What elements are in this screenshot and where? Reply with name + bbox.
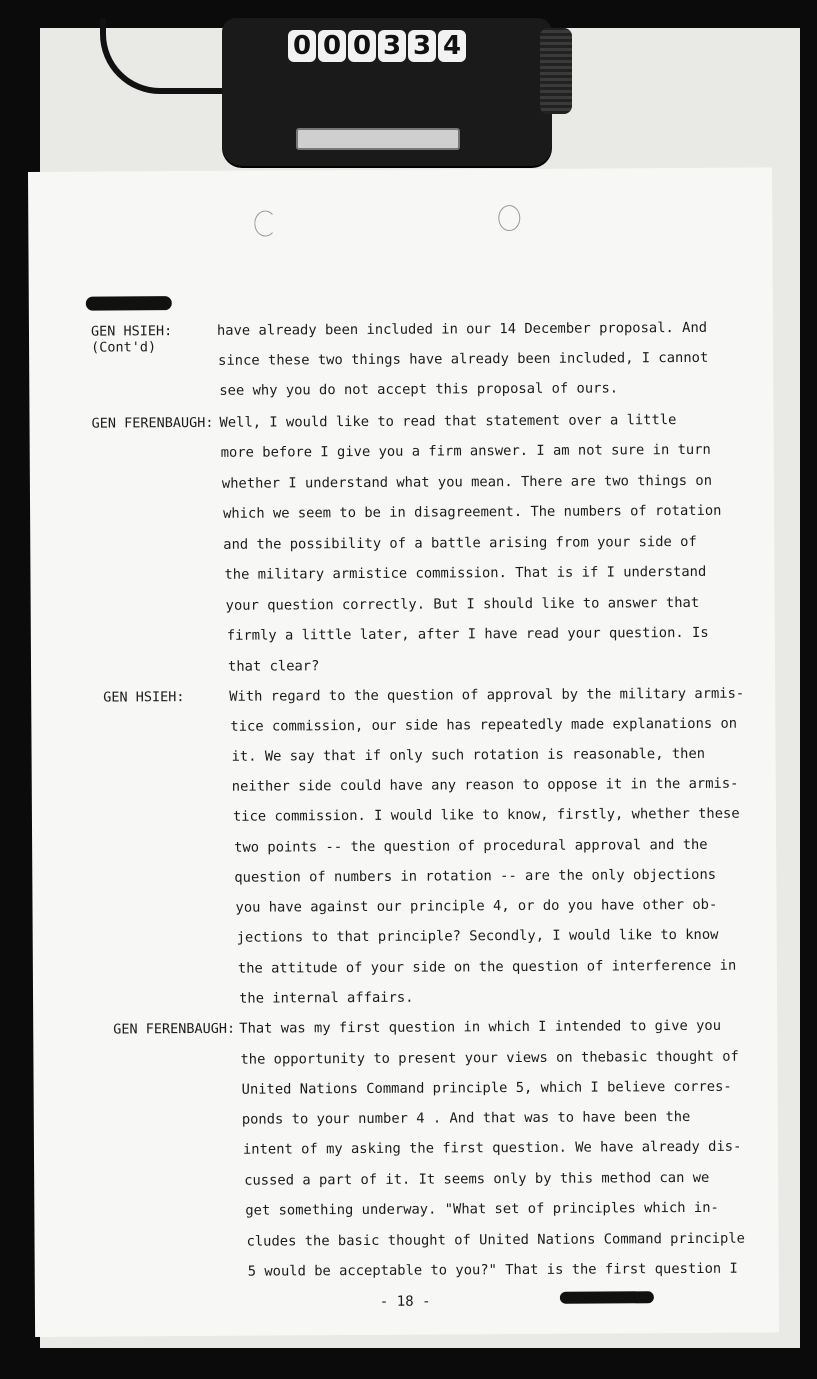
document-page — [28, 167, 779, 1337]
speaker-label: GEN FERENBAUGH: — [91, 414, 214, 432]
transcript-line: the military armistice commission. That is if I understand — [224, 563, 707, 583]
transcript-line: you have against our principle 4, or do you have other ob- — [235, 896, 718, 916]
transcript-line: get something underway. "What set of principles which in- — [245, 1199, 719, 1219]
transcript-line: two points -- the question of procedural approval and the — [234, 836, 708, 856]
transcript-line: ponds to your number 4 . And that was to have been the — [241, 1108, 691, 1128]
transcript-line: see why you do not accept this proposal of ours. — [219, 380, 619, 399]
counter-digit: 0 — [348, 30, 376, 62]
transcript-line: whether I understand what you mean. There are two things on — [221, 472, 713, 492]
transcript-line: more before I give you a firm answer. I am not sure in turn — [220, 441, 711, 461]
transcript-line: jections to that principle? Secondly, I would like to know — [236, 926, 719, 946]
counter-slot — [296, 128, 460, 150]
counter-digit: 0 — [318, 30, 346, 62]
speaker-label: GEN FERENBAUGH: — [113, 1020, 236, 1038]
transcript-line: tice commission. I would like to know, firstly, whether these — [232, 805, 740, 825]
transcript-line: cussed a part of it. It seems only by this method can we — [244, 1169, 710, 1189]
transcript-line: have already been included in our 14 December proposal. And — [216, 319, 708, 339]
transcript-line: firmly a little later, after I have read your question. Is — [226, 624, 709, 644]
transcript-line: That was my first question in which I intended to give you — [239, 1017, 722, 1037]
transcript-line: it. We say that if only such rotation is reasonable, then — [231, 745, 706, 765]
punch-hole — [498, 205, 520, 231]
counter-digit: 3 — [408, 30, 436, 62]
counter-digit: 3 — [378, 30, 406, 62]
redaction-mark — [560, 1291, 654, 1304]
frame-counter-digits — [288, 30, 466, 62]
counter-knob — [540, 28, 572, 114]
transcript-line: the attitude of your side on the question of interference in — [237, 957, 737, 977]
transcript-line: neither side could have any reason to oppose it in the armis- — [231, 775, 739, 795]
transcript-line: the internal affairs. — [239, 989, 414, 1007]
transcript-line: question of numbers in rotation -- are the only objections — [234, 866, 717, 886]
transcript-line: your question correctly. But I should like to answer that — [225, 594, 700, 614]
transcript-line: which we seem to be in disagreement. The numbers of rotation — [223, 502, 722, 522]
transcript-line: that clear? — [227, 658, 320, 675]
transcript-line: Well, I would like to read that statement over a little — [219, 412, 677, 431]
redaction-mark — [86, 296, 172, 311]
transcript-line: intent of my asking the first question. We have already dis- — [242, 1138, 742, 1158]
transcript-line: and the possibility of a battle arising from your side of — [223, 533, 697, 553]
transcript-line: since these two things have already been included, I cannot — [218, 349, 709, 369]
speaker-label — [91, 323, 172, 355]
speaker-label: GEN HSIEH: — [103, 689, 185, 706]
counter-digit: 0 — [288, 30, 316, 62]
speaker-note: (Cont'd) — [91, 339, 157, 356]
punch-hole — [254, 210, 276, 236]
transcript-line: United Nations Command principle 5, which I believe corres- — [241, 1078, 732, 1098]
speaker-name: GEN HSIEH: — [90, 323, 173, 340]
transcript-line: With regard to the question of approval by the military armis- — [229, 685, 745, 705]
transcript-line: cludes the basic thought of United Nations Command principle — [246, 1230, 745, 1250]
transcript-line: the opportunity to present your views on thebasic thought of — [240, 1048, 739, 1068]
transcript-line: tice commission, our side has repeatedly made explanations on — [230, 715, 738, 735]
counter-digit: 4 — [438, 30, 466, 62]
transcript-line: 5 would be acceptable to you?" That is the first question I — [247, 1260, 738, 1280]
page-number: - 18 - — [379, 1293, 431, 1310]
